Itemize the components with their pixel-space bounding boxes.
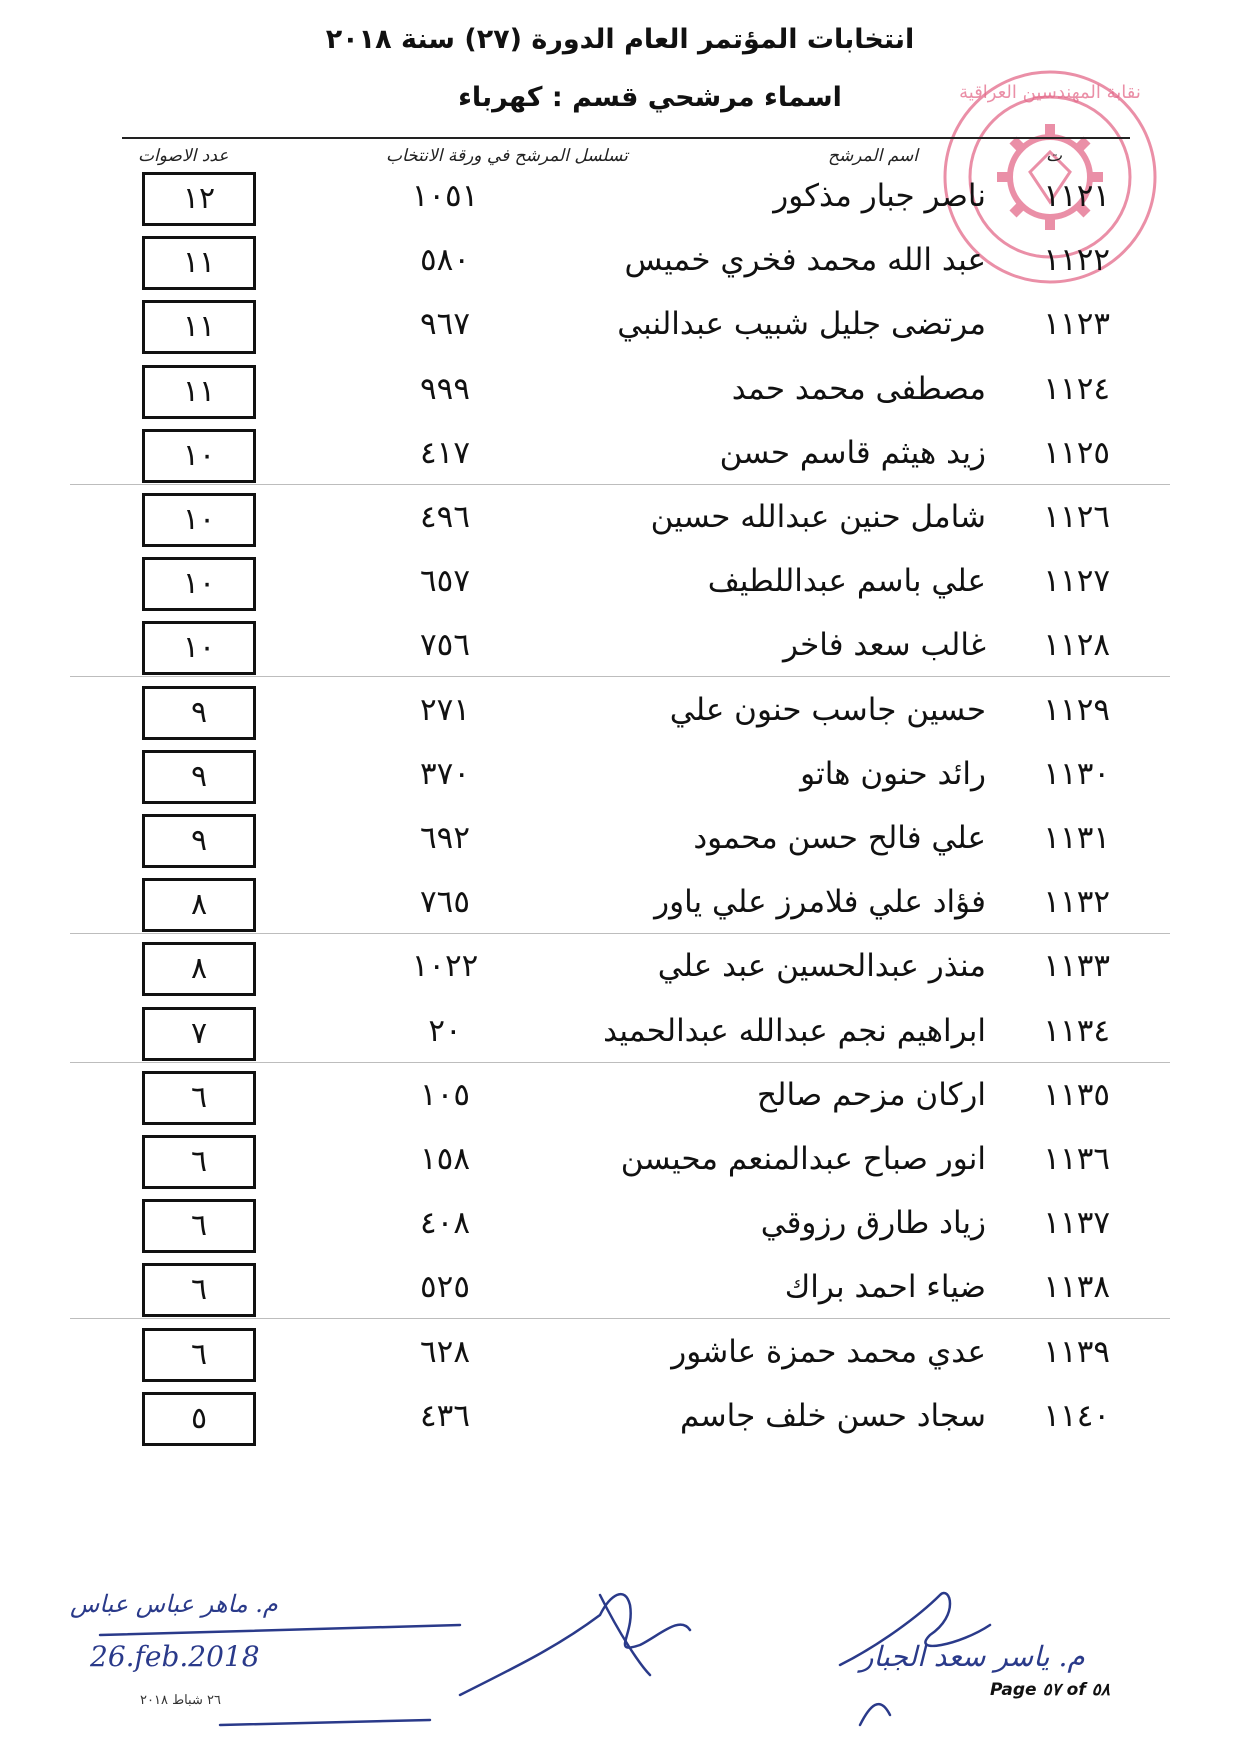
candidate-number: ١١٣٣ (1043, 948, 1110, 985)
ballot-sequence: ٥٢٥ (420, 1269, 470, 1306)
candidate-number: ١١٣٩ (1043, 1333, 1110, 1370)
table-row (0, 557, 1240, 621)
candidate-name: عدي محمد حمزة عاشور (671, 1333, 986, 1370)
votes-box: ١٠ (142, 621, 256, 675)
candidate-number: ١١٣٥ (1043, 1076, 1110, 1113)
candidate-name: ابراهيم نجم عبدالله عبدالحميد (603, 1012, 986, 1049)
votes-box: ٦ (142, 1135, 256, 1189)
candidate-number: ١١٢٣ (1043, 306, 1110, 343)
candidate-name: علي باسم عبداللطيف (707, 563, 986, 600)
votes-box: ٩ (142, 750, 256, 804)
document-subtitle: اسماء مرشحي قسم : كهرباء (458, 82, 842, 113)
row-separator (70, 1062, 1170, 1063)
left-signature-date-arabic: ٢٦ شباط ٢٠١٨ (140, 1693, 221, 1708)
document-title: انتخابات المؤتمر العام الدورة (٢٧) سنة ٢٠١٨ (325, 24, 915, 55)
candidate-name: رائد حنون هاتو (800, 755, 986, 792)
row-separator (70, 484, 1170, 485)
table-row (0, 942, 1240, 1006)
ballot-sequence: ٢٧١ (420, 691, 470, 728)
table-row (0, 686, 1240, 750)
candidate-number: ١١٣٤ (1043, 1012, 1110, 1049)
votes-box: ٥ (142, 1392, 256, 1446)
right-signature-name: م. ياسر سعد الجبار (860, 1640, 1085, 1673)
votes-box: ١٠ (142, 493, 256, 547)
candidate-name: شامل حنين عبدالله حسين (650, 499, 986, 535)
candidate-name: انور صباح عبدالمنعم محيسن (620, 1141, 986, 1177)
header-divider (122, 137, 1130, 139)
ballot-sequence: ١٥٨ (420, 1141, 470, 1177)
candidate-number: ١١٣١ (1043, 820, 1110, 856)
candidate-name: فؤاد علي فلامرز علي ياور (654, 884, 986, 921)
votes-box: ١٠ (142, 429, 256, 483)
candidate-number: ١١٣٧ (1043, 1205, 1110, 1242)
ballot-sequence: ٤٠٨ (420, 1205, 470, 1242)
candidate-number: ١١٤٠ (1043, 1397, 1110, 1434)
ballot-sequence: ٦٥٧ (420, 563, 470, 600)
candidate-name: حسين جاسب حنون علي (669, 691, 986, 728)
header-name: اسم المرشح (828, 146, 919, 166)
header-t: ت (1046, 146, 1063, 166)
table-row (0, 236, 1240, 300)
candidate-name: اركان مزحم صالح (757, 1076, 986, 1113)
votes-box: ٧ (142, 1007, 256, 1061)
votes-box: ٩ (142, 686, 256, 740)
left-signature-name: م. ماهر عباس عباس (70, 1590, 278, 1618)
candidate-number: ١١٢٦ (1043, 499, 1110, 535)
candidate-name: عبد الله محمد فخري خميس (624, 242, 986, 279)
candidate-number: ١١٢٧ (1043, 563, 1110, 600)
row-separator (70, 933, 1170, 934)
candidate-number: ١١٢٥ (1043, 434, 1110, 471)
candidate-name: غالب سعد فاخر (783, 627, 986, 664)
votes-box: ١٠ (142, 557, 256, 611)
ballot-sequence: ٩٦٧ (420, 306, 470, 343)
row-separator (70, 1318, 1170, 1319)
ballot-sequence: ٤٩٦ (420, 499, 470, 535)
candidate-name: علي فالح حسن محمود (693, 820, 986, 856)
ballot-sequence: ٤٣٦ (420, 1397, 470, 1434)
votes-box: ١١ (142, 365, 256, 419)
left-signature-date: 26.feb.2018 (90, 1640, 260, 1673)
candidate-name: مرتضى جليل شبيب عبدالنبي (617, 306, 986, 343)
candidate-number: ١١٣٨ (1043, 1269, 1110, 1306)
votes-box: ١١ (142, 236, 256, 290)
votes-box: ١٢ (142, 172, 256, 226)
ballot-sequence: ١٠٥١ (411, 178, 479, 214)
stamp-text: نقابة المهندسين العراقية (959, 82, 1141, 103)
candidate-number: ١١٣٢ (1043, 884, 1110, 921)
candidate-name: زياد طارق رزوقي (760, 1205, 986, 1242)
ballot-sequence: ١٠٥ (420, 1076, 470, 1113)
candidate-name: مصطفى محمد حمد (731, 370, 986, 407)
ballot-sequence: ٦٢٨ (420, 1333, 470, 1370)
votes-box: ١١ (142, 300, 256, 354)
votes-box: ٨ (142, 942, 256, 996)
ballot-sequence: ٩٩٩ (420, 370, 470, 407)
ballot-sequence: ٢٠ (428, 1012, 462, 1049)
ballot-sequence: ٣٧٠ (420, 755, 470, 792)
ballot-sequence: ٦٩٢ (420, 820, 470, 856)
table-row (0, 750, 1240, 814)
votes-box: ٦ (142, 1199, 256, 1253)
candidate-number: ١١٣٠ (1043, 755, 1110, 792)
table-row (0, 1071, 1240, 1135)
votes-box: ٩ (142, 814, 256, 868)
page-label: Page ٥٧ of ٥٨ (990, 1680, 1110, 1700)
votes-box: ٦ (142, 1328, 256, 1382)
ballot-sequence: ١٠٢٢ (411, 948, 479, 985)
candidate-number: ١١٢١ (1043, 178, 1110, 214)
votes-box: ٦ (142, 1263, 256, 1317)
ballot-sequence: ٧٦٥ (420, 884, 470, 921)
candidate-name: سجاد حسن خلف جاسم (680, 1397, 986, 1434)
header-votes: عدد الاصوات (138, 146, 229, 166)
table-row (0, 1135, 1240, 1199)
candidate-number: ١١٢٤ (1043, 370, 1110, 407)
candidate-number: ١١٢٩ (1043, 691, 1110, 728)
row-separator (70, 676, 1170, 677)
candidate-number: ١١٢٢ (1043, 242, 1110, 279)
table-row (0, 300, 1240, 364)
table-row (0, 814, 1240, 878)
candidate-number: ١١٢٨ (1043, 627, 1110, 664)
candidate-name: زيد هيثم قاسم حسن (719, 434, 986, 471)
ballot-sequence: ٤١٧ (420, 434, 470, 471)
votes-box: ٨ (142, 878, 256, 932)
header-ballot-sequence: تسلسل المرشح في ورقة الانتخاب (386, 146, 628, 166)
candidate-number: ١١٣٦ (1043, 1141, 1110, 1177)
table-row (0, 493, 1240, 557)
table-row (0, 1392, 1240, 1456)
table-row (0, 1199, 1240, 1263)
ballot-sequence: ٧٥٦ (420, 627, 470, 664)
votes-box: ٦ (142, 1071, 256, 1125)
ballot-sequence: ٥٨٠ (420, 242, 470, 279)
candidate-name: ضياء احمد براك (784, 1269, 986, 1306)
table-row (0, 172, 1240, 236)
table-row (0, 365, 1240, 429)
candidate-name: منذر عبدالحسين عبد علي (657, 948, 986, 985)
candidate-name: ناصر جبار مذكور (773, 178, 986, 214)
table-row (0, 1328, 1240, 1392)
